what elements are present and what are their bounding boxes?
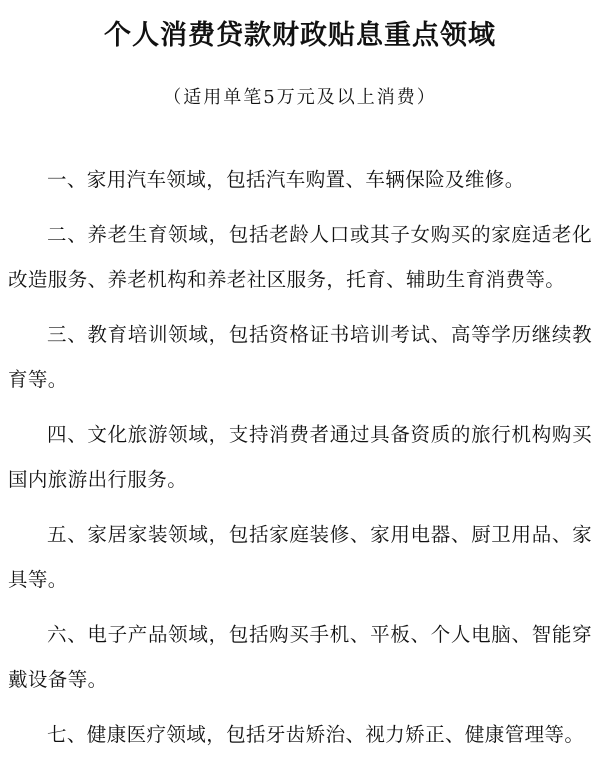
body-text — [8, 157, 592, 757]
paragraph-electronics: 六、电子产品领域，包括购买手机、平板、个人电脑、智能穿戴设备等。 — [8, 623, 592, 691]
paragraph-education: 三、教育培训领域，包括资格证书培训考试、高等学历继续教育等。 — [8, 323, 592, 391]
paragraph-health: 七、健康医疗领域，包括牙齿矫治、视力矫正、健康管理等。 — [47, 723, 585, 746]
paragraph-home: 五、家居家装领域，包括家庭装修、家用电器、厨卫用品、家具等。 — [8, 523, 592, 591]
page-title: 个人消费贷款财政贴息重点领域 — [104, 20, 496, 51]
paragraph-tourism: 四、文化旅游领域，支持消费者通过具备资质的旅行机构购买国内旅游出行服务。 — [8, 423, 592, 491]
paragraph-elderly-care: 二、养老生育领域，包括老龄人口或其子女购买的家庭适老化改造服务、养老机构和养老社区服务，托育、辅助生育消费等。 — [8, 223, 592, 291]
page-subtitle: （适用单笔5万元及以上消费） — [163, 87, 437, 108]
paragraph-car: 一、家用汽车领域，包括汽车购置、车辆保险及维修。 — [47, 168, 525, 191]
